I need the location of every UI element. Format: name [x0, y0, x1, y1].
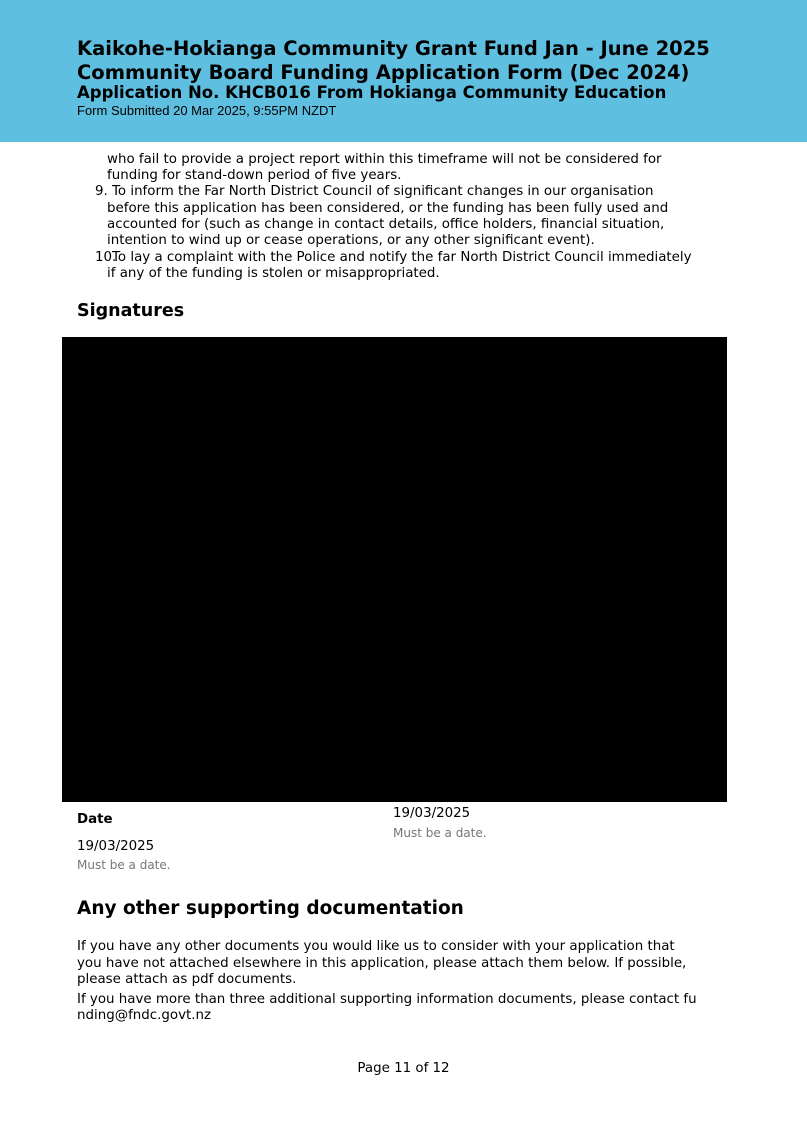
declaration-item-line: if any of the funding is stolen or misappropriated.	[107, 266, 440, 281]
signature-date-value: 19/03/2025	[393, 806, 471, 821]
date-hint: Must be a date.	[77, 858, 171, 872]
application-number-title: Application No. KHCB016 From Hokianga Community Education	[77, 83, 667, 102]
declaration-continuation-line: who fail to provide a project report within this timeframe will not be considered for	[107, 152, 662, 167]
declaration-item-line: accounted for (such as change in contact details, office holders, financial situation,	[107, 217, 665, 232]
declaration-continuation-line: funding for stand-down period of five years.	[107, 168, 402, 183]
form-title-line-1: Kaikohe-Hokianga Community Grant Fund Jan - June 2025	[77, 37, 710, 60]
declaration-item-line: before this application has been considered, or the funding has been fully used and	[107, 201, 669, 216]
form-title-line-2: Community Board Funding Application Form (Dec 2024)	[77, 61, 690, 84]
contact-email-link[interactable]: nding@fndc.govt.nz	[77, 1008, 212, 1023]
list-item-number: 10.	[95, 250, 117, 265]
submission-timestamp: Form Submitted 20 Mar 2025, 9:55PM NZDT	[77, 103, 337, 118]
signatures-heading: Signatures	[77, 301, 185, 321]
page-number: Page 11 of 12	[357, 1061, 450, 1076]
supporting-docs-heading: Any other supporting documentation	[77, 898, 464, 919]
paragraph-line: If you have more than three additional supporting information documents, please contact fu	[77, 992, 697, 1007]
paragraph-line: please attach as pdf documents.	[77, 972, 297, 987]
signature-date-hint: Must be a date.	[393, 826, 487, 840]
declaration-item-line: intention to wind up or cease operations, or any other significant event).	[107, 233, 595, 248]
signature-image-redacted	[62, 337, 727, 802]
paragraph-line: If you have any other documents you would like us to consider with your application that	[77, 939, 675, 954]
date-label: Date	[77, 812, 113, 827]
page-header	[0, 0, 807, 142]
list-item-number: 9.	[95, 184, 108, 199]
declaration-item-line: To lay a complaint with the Police and notify the far North District Council immediately	[112, 250, 692, 265]
declaration-item-line: To inform the Far North District Council of significant changes in our organisation	[112, 184, 654, 199]
date-value: 19/03/2025	[77, 839, 155, 854]
paragraph-line: you have not attached elsewhere in this application, please attach them below. If possible,	[77, 956, 687, 971]
